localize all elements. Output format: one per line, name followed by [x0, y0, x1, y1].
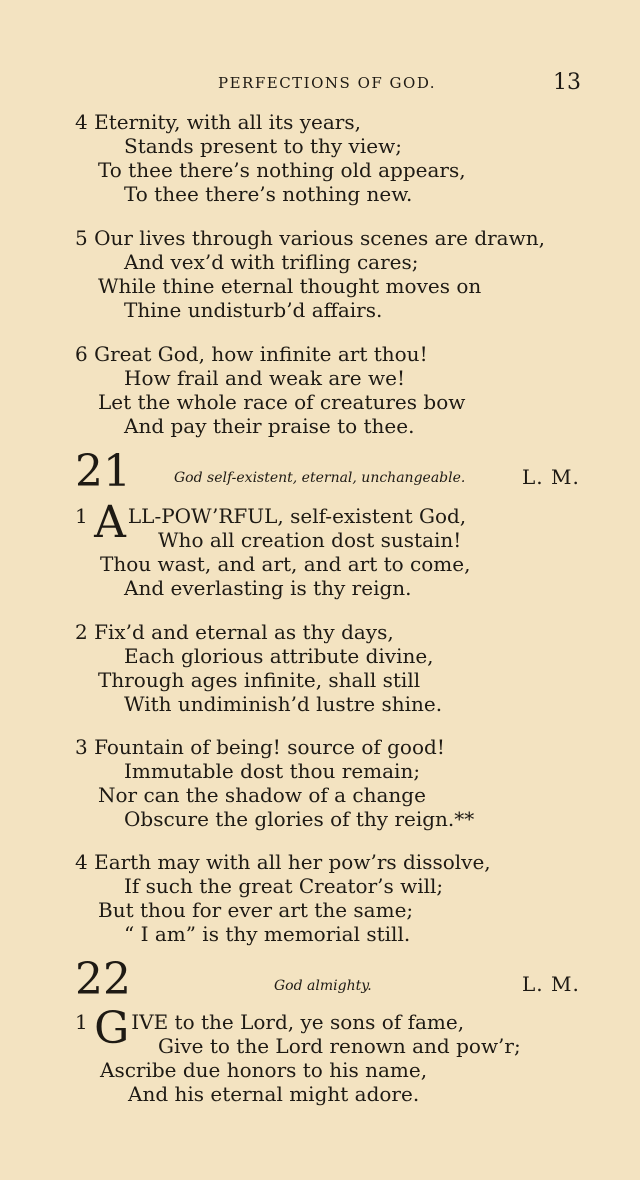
hymn-number: 21 [75, 446, 131, 497]
stanza-first-line [75, 110, 361, 134]
verse-line: If such the great Creator’s will; [124, 874, 444, 898]
hymn-number: 22 [75, 954, 131, 1005]
stanza-first-line [75, 226, 545, 250]
hymn-meter: L. M. [522, 972, 580, 996]
verse-line: Eternity, with all its years, [94, 110, 361, 134]
verse-line: Thine undisturb’d affairs. [124, 298, 383, 322]
verse-line: And his eternal might adore. [128, 1082, 420, 1106]
verse-line: And pay their praise to thee. [124, 414, 415, 438]
verse-line: To thee there’s nothing new. [124, 182, 413, 206]
stanza-first-line [75, 620, 394, 644]
verse-line: Stands present to thy view; [124, 134, 402, 158]
stanza-number: 3 [75, 735, 88, 759]
verse-line: IVE to the Lord, ye sons of fame, [131, 1010, 465, 1034]
stanza-number: 4 [75, 110, 88, 134]
verse-line: Each glorious attribute divine, [124, 644, 434, 668]
running-header: PERFECTIONS OF GOD. [218, 74, 437, 92]
verse-line: Let the whole race of creatures bow [98, 390, 466, 414]
verse-line: Fountain of being! source of good! [94, 735, 445, 759]
verse-line: Great God, how infinite art thou! [94, 342, 428, 366]
verse-line: While thine eternal thought moves on [98, 274, 482, 298]
verse-line: Earth may with all her pow’rs dissolve, [94, 850, 491, 874]
verse-line: Who all creation dost sustain! [158, 528, 462, 552]
verse-line: Nor can the shadow of a change [98, 783, 426, 807]
verse-line: Give to the Lord renown and pow’r; [158, 1034, 521, 1058]
stanza-number: 5 [75, 226, 88, 250]
verse-line: Our lives through various scenes are drawn, [94, 226, 545, 250]
stanza-number: 1 [75, 504, 88, 528]
hymn-meter: L. M. [522, 465, 580, 489]
verse-line: “ I am” is thy memorial still. [124, 922, 411, 946]
stanza-first-line [75, 850, 491, 874]
stanza-first-line [75, 735, 445, 759]
verse-line: Through ages infinite, shall still [98, 668, 421, 692]
verse-line: How frail and weak are we! [124, 366, 405, 390]
verse-line: Thou wast, and art, and art to come, [100, 552, 471, 576]
drop-cap: G [94, 1003, 130, 1054]
verse-line: With undiminish’d lustre shine. [124, 692, 443, 716]
page-number: 13 [553, 70, 581, 95]
stanza-number: 4 [75, 850, 88, 874]
verse-line: Fix’d and eternal as thy days, [94, 620, 394, 644]
verse-line: To thee there’s nothing old appears, [98, 158, 466, 182]
verse-line: And vex’d with trifling cares; [124, 250, 419, 274]
stanza-number: 6 [75, 342, 88, 366]
drop-cap: A [94, 497, 126, 548]
hymn-subtitle: God almighty. [274, 978, 372, 994]
stanza-number: 2 [75, 620, 88, 644]
verse-line: LL-POW’RFUL, self-existent God, [127, 504, 467, 528]
hymn-subtitle: God self-existent, eternal, unchangeable. [174, 470, 466, 486]
verse-line: And everlasting is thy reign. [124, 576, 412, 600]
verse-line: Ascribe due honors to his name, [100, 1058, 428, 1082]
stanza-number: 1 [75, 1010, 88, 1034]
stanza-first-line [75, 342, 428, 366]
verse-line: Obscure the glories of thy reign.** [124, 807, 475, 831]
verse-line: Immutable dost thou remain; [124, 759, 421, 783]
verse-line: But thou for ever art the same; [98, 898, 414, 922]
